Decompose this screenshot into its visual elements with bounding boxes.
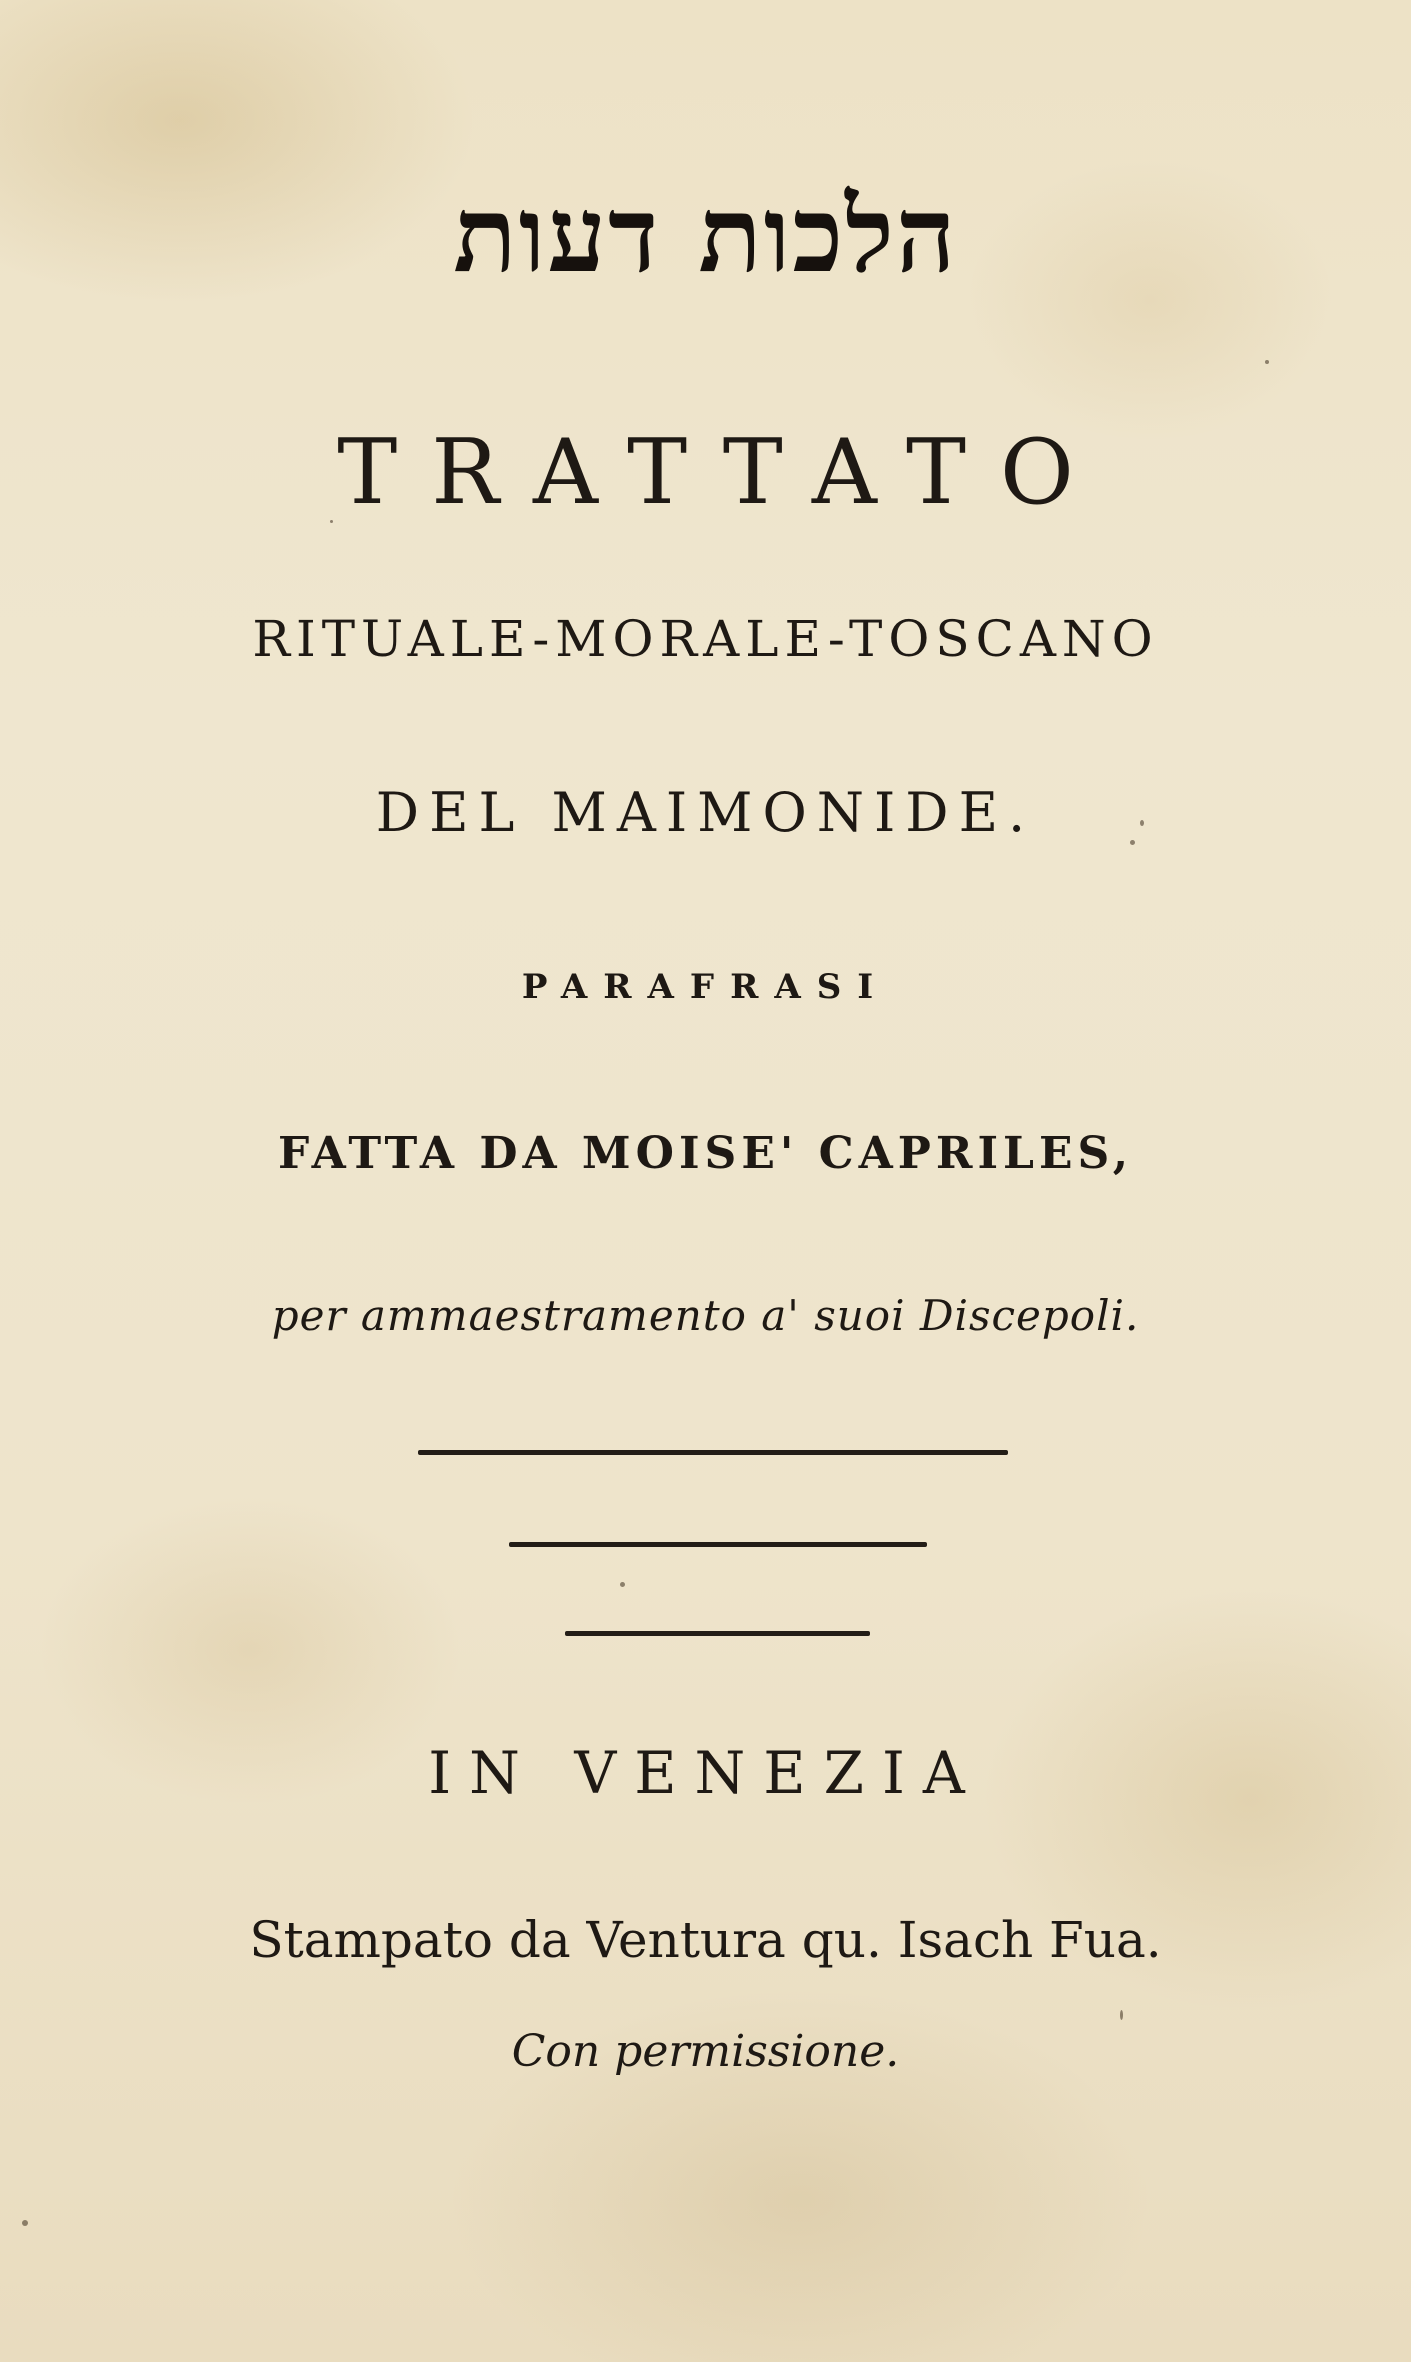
paper-speck (330, 520, 333, 523)
hebrew-title: הלכות דעות (453, 173, 958, 296)
subtitle-rituale: RITUALE-MORALE-TOSCANO (252, 610, 1159, 668)
paper-speck (22, 2220, 28, 2226)
paper-speck (1140, 820, 1144, 826)
decorative-rule-middle (509, 1542, 927, 1547)
purpose-line: per ammaestramento a' suoi Discepoli. (271, 1291, 1140, 1340)
paper-speck (1265, 360, 1269, 364)
paper-speck (620, 1582, 625, 1587)
place-of-printing: IN VENEZIA (428, 1739, 983, 1807)
decorative-rule-bottom (565, 1631, 870, 1636)
subtitle-maimonide: DEL MAIMONIDE. (375, 781, 1036, 844)
decorative-rule-top (418, 1450, 1008, 1455)
paper-speck (1120, 2010, 1123, 2020)
author-line: FATTA DA MOISE' CAPRILES, (277, 1128, 1134, 1179)
parafrasi-label: PARAFRASI (521, 967, 890, 1007)
paper-speck (1130, 840, 1135, 845)
printer-line: Stampato da Ventura qu. Isach Fua. (249, 1911, 1162, 1969)
permission-line: Con permissione. (511, 2026, 900, 2077)
main-title: TRATTATO (337, 420, 1108, 525)
